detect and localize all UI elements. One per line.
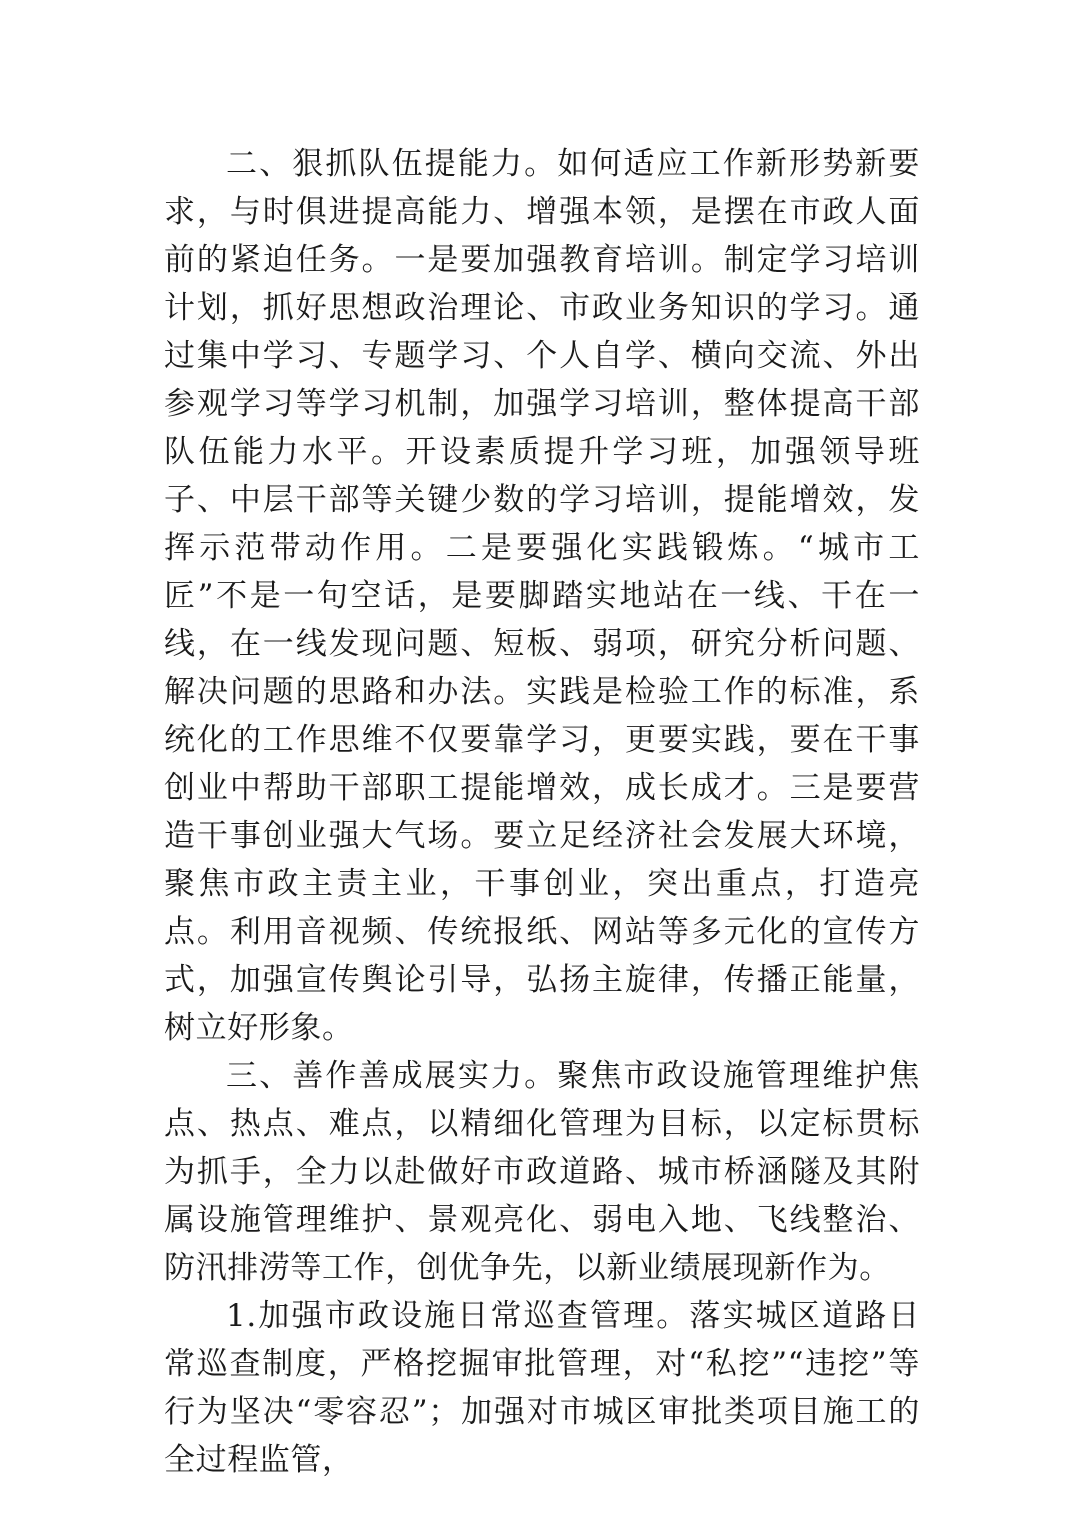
document-body [164,140,920,1484]
paragraph-inspection-management: 1.加强市政设施日常巡查管理。落实城区道路日常巡查制度，严格挖掘审批管理，对“私挖”“违挖”等行为坚决“零容忍”；加强对市城区审批类项目施工的全过程监管， [164,1298,920,1478]
paragraph-show-strength: 三、善作善成展实力。聚焦市政设施管理维护焦点、热点、难点，以精细化管理为目标，以定标贯标为抓手，全力以赴做好市政道路、城市桥涵隧及其附属设施管理维护、景观亮化、弱电入地、飞线整治、防汛排涝等工作，创优争先，以新业绩展现新作为。 [164,1058,920,1286]
paragraph-team-capability: 二、狠抓队伍提能力。如何适应工作新形势新要求，与时俱进提高能力、增强本领，是摆在市政人面前的紧迫任务。一是要加强教育培训。制定学习培训计划，抓好思想政治理论、市政业务知识的学习。通过集中学习、专题学习、个人自学、横向交流、外出参观学习等学习机制，加强学习培训，整体提高干部队伍能力水平。开设素质提升学习班，加强领导班子、中层干部等关键少数的学习培训，提能增效，发挥示范带动作用。二是要强化实践锻炼。“城市工匠”不是一句空话，是要脚踏实地站在一线、干在一线，在一线发现问题、短板、弱项，研究分析问题、解决问题的思路和办法。实践是检验工作的标准，系统化的工作思维不仅要靠学习，更要实践，要在干事创业中帮助干部职工提能增效，成长成才。三是要营造干事创业强大气场。要立足经济社会发展大环境，聚焦市政主责主业，干事创业，突出重点，打造亮点。利用音视频、传统报纸、网站等多元化的宣传方式，加强宣传舆论引导，弘扬主旋律，传播正能量，树立好形象。 [164,146,920,1046]
